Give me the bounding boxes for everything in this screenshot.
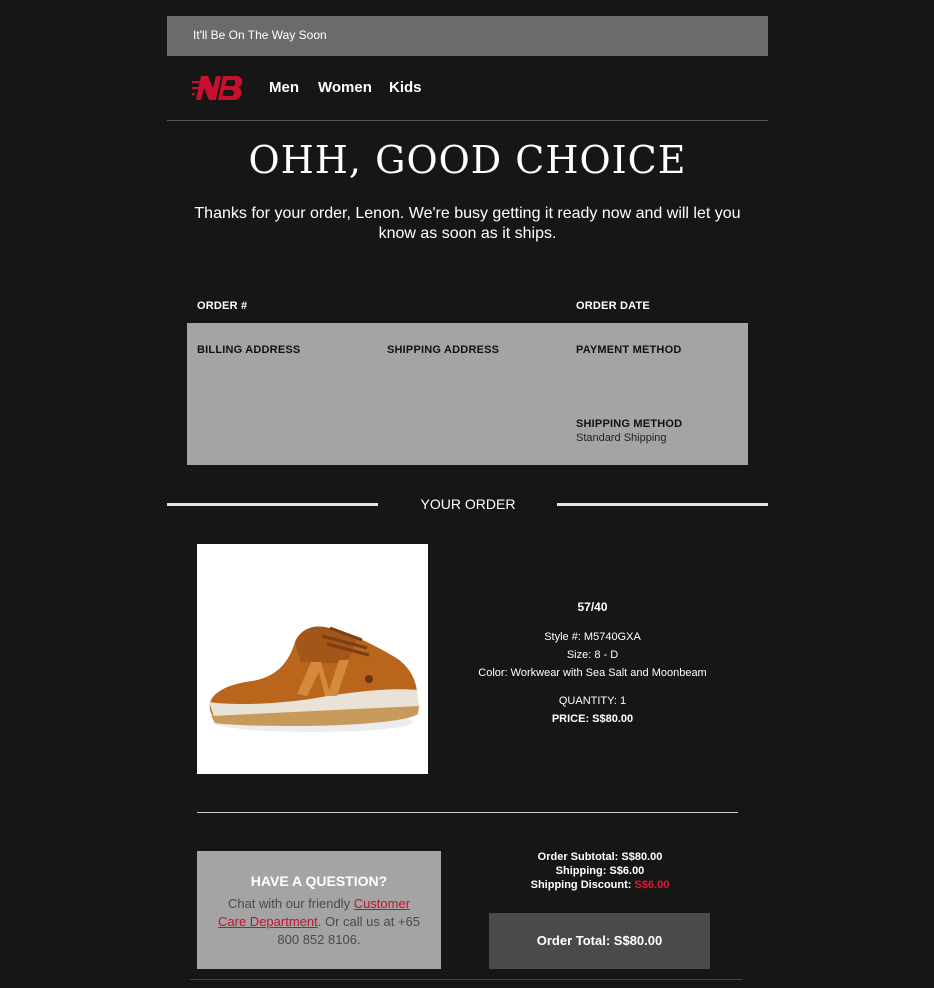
your-order-heading: YOUR ORDER: [420, 496, 516, 512]
preheader-text: It'll Be On The Way Soon: [193, 28, 327, 42]
customer-care-link[interactable]: Customer Care Department: [218, 896, 411, 929]
shipping-discount: [480, 878, 720, 892]
new-balance-logo-icon[interactable]: [192, 74, 244, 102]
question-panel: [197, 851, 441, 969]
header-nav: [167, 68, 768, 108]
product-divider: [197, 812, 738, 813]
order-subtotal: Order Subtotal: S$80.00: [537, 851, 663, 863]
page-title: OHH, GOOD CHOICE: [248, 138, 687, 182]
section-rule-right: [557, 503, 768, 506]
thank-you-message: Thanks for your order, Lenon. We're busy getting it ready now and will let you know as soon as it ships.: [194, 205, 741, 242]
shipping-cost: Shipping: S$6.00: [555, 865, 645, 877]
question-title: HAVE A QUESTION?: [250, 873, 388, 889]
order-totals: [480, 850, 720, 892]
product-name: 57/40: [577, 600, 608, 614]
product-quantity: QUANTITY: 1: [558, 695, 627, 707]
order-total: Order Total: S$80.00: [536, 933, 663, 948]
order-date-label: ORDER DATE: [576, 300, 650, 312]
payment-method-label: PAYMENT METHOD: [576, 344, 682, 356]
section-rule-left: [167, 503, 378, 506]
header-divider: [167, 120, 768, 121]
product-image[interactable]: [197, 544, 428, 774]
product-color: Color: Workwear with Sea Salt and Moonbeam: [478, 667, 707, 679]
product-style: Style #: M5740GXA: [544, 631, 641, 643]
shipping-discount-label: Shipping Discount:: [530, 879, 635, 891]
product-price: PRICE: S$80.00: [551, 713, 634, 725]
question-text-before: Chat with our friendly: [227, 896, 354, 911]
footer-divider: [190, 979, 742, 980]
order-total-box: [489, 913, 710, 969]
question-text-after: . Or call us at +65 800 852 8106.: [277, 914, 420, 947]
sneaker-icon: [197, 544, 428, 774]
question-text: [215, 895, 423, 949]
order-number-label: ORDER #: [197, 300, 248, 312]
billing-address-label: BILLING ADDRESS: [197, 344, 301, 356]
product-size: Size: 8 - D: [566, 649, 619, 661]
product-details: [445, 598, 740, 728]
preheader-bar: [167, 16, 768, 56]
nav-link-men[interactable]: Men: [269, 79, 299, 96]
shipping-address-label: SHIPPING ADDRESS: [387, 344, 500, 356]
order-info-panel: [187, 323, 748, 465]
shipping-method-label: SHIPPING METHOD: [576, 418, 683, 430]
nav-link-women[interactable]: Women: [318, 79, 372, 96]
shipping-discount-value: S$6.00: [634, 879, 670, 891]
shipping-method-value: Standard Shipping: [576, 432, 667, 444]
nav-link-kids[interactable]: Kids: [389, 79, 422, 96]
